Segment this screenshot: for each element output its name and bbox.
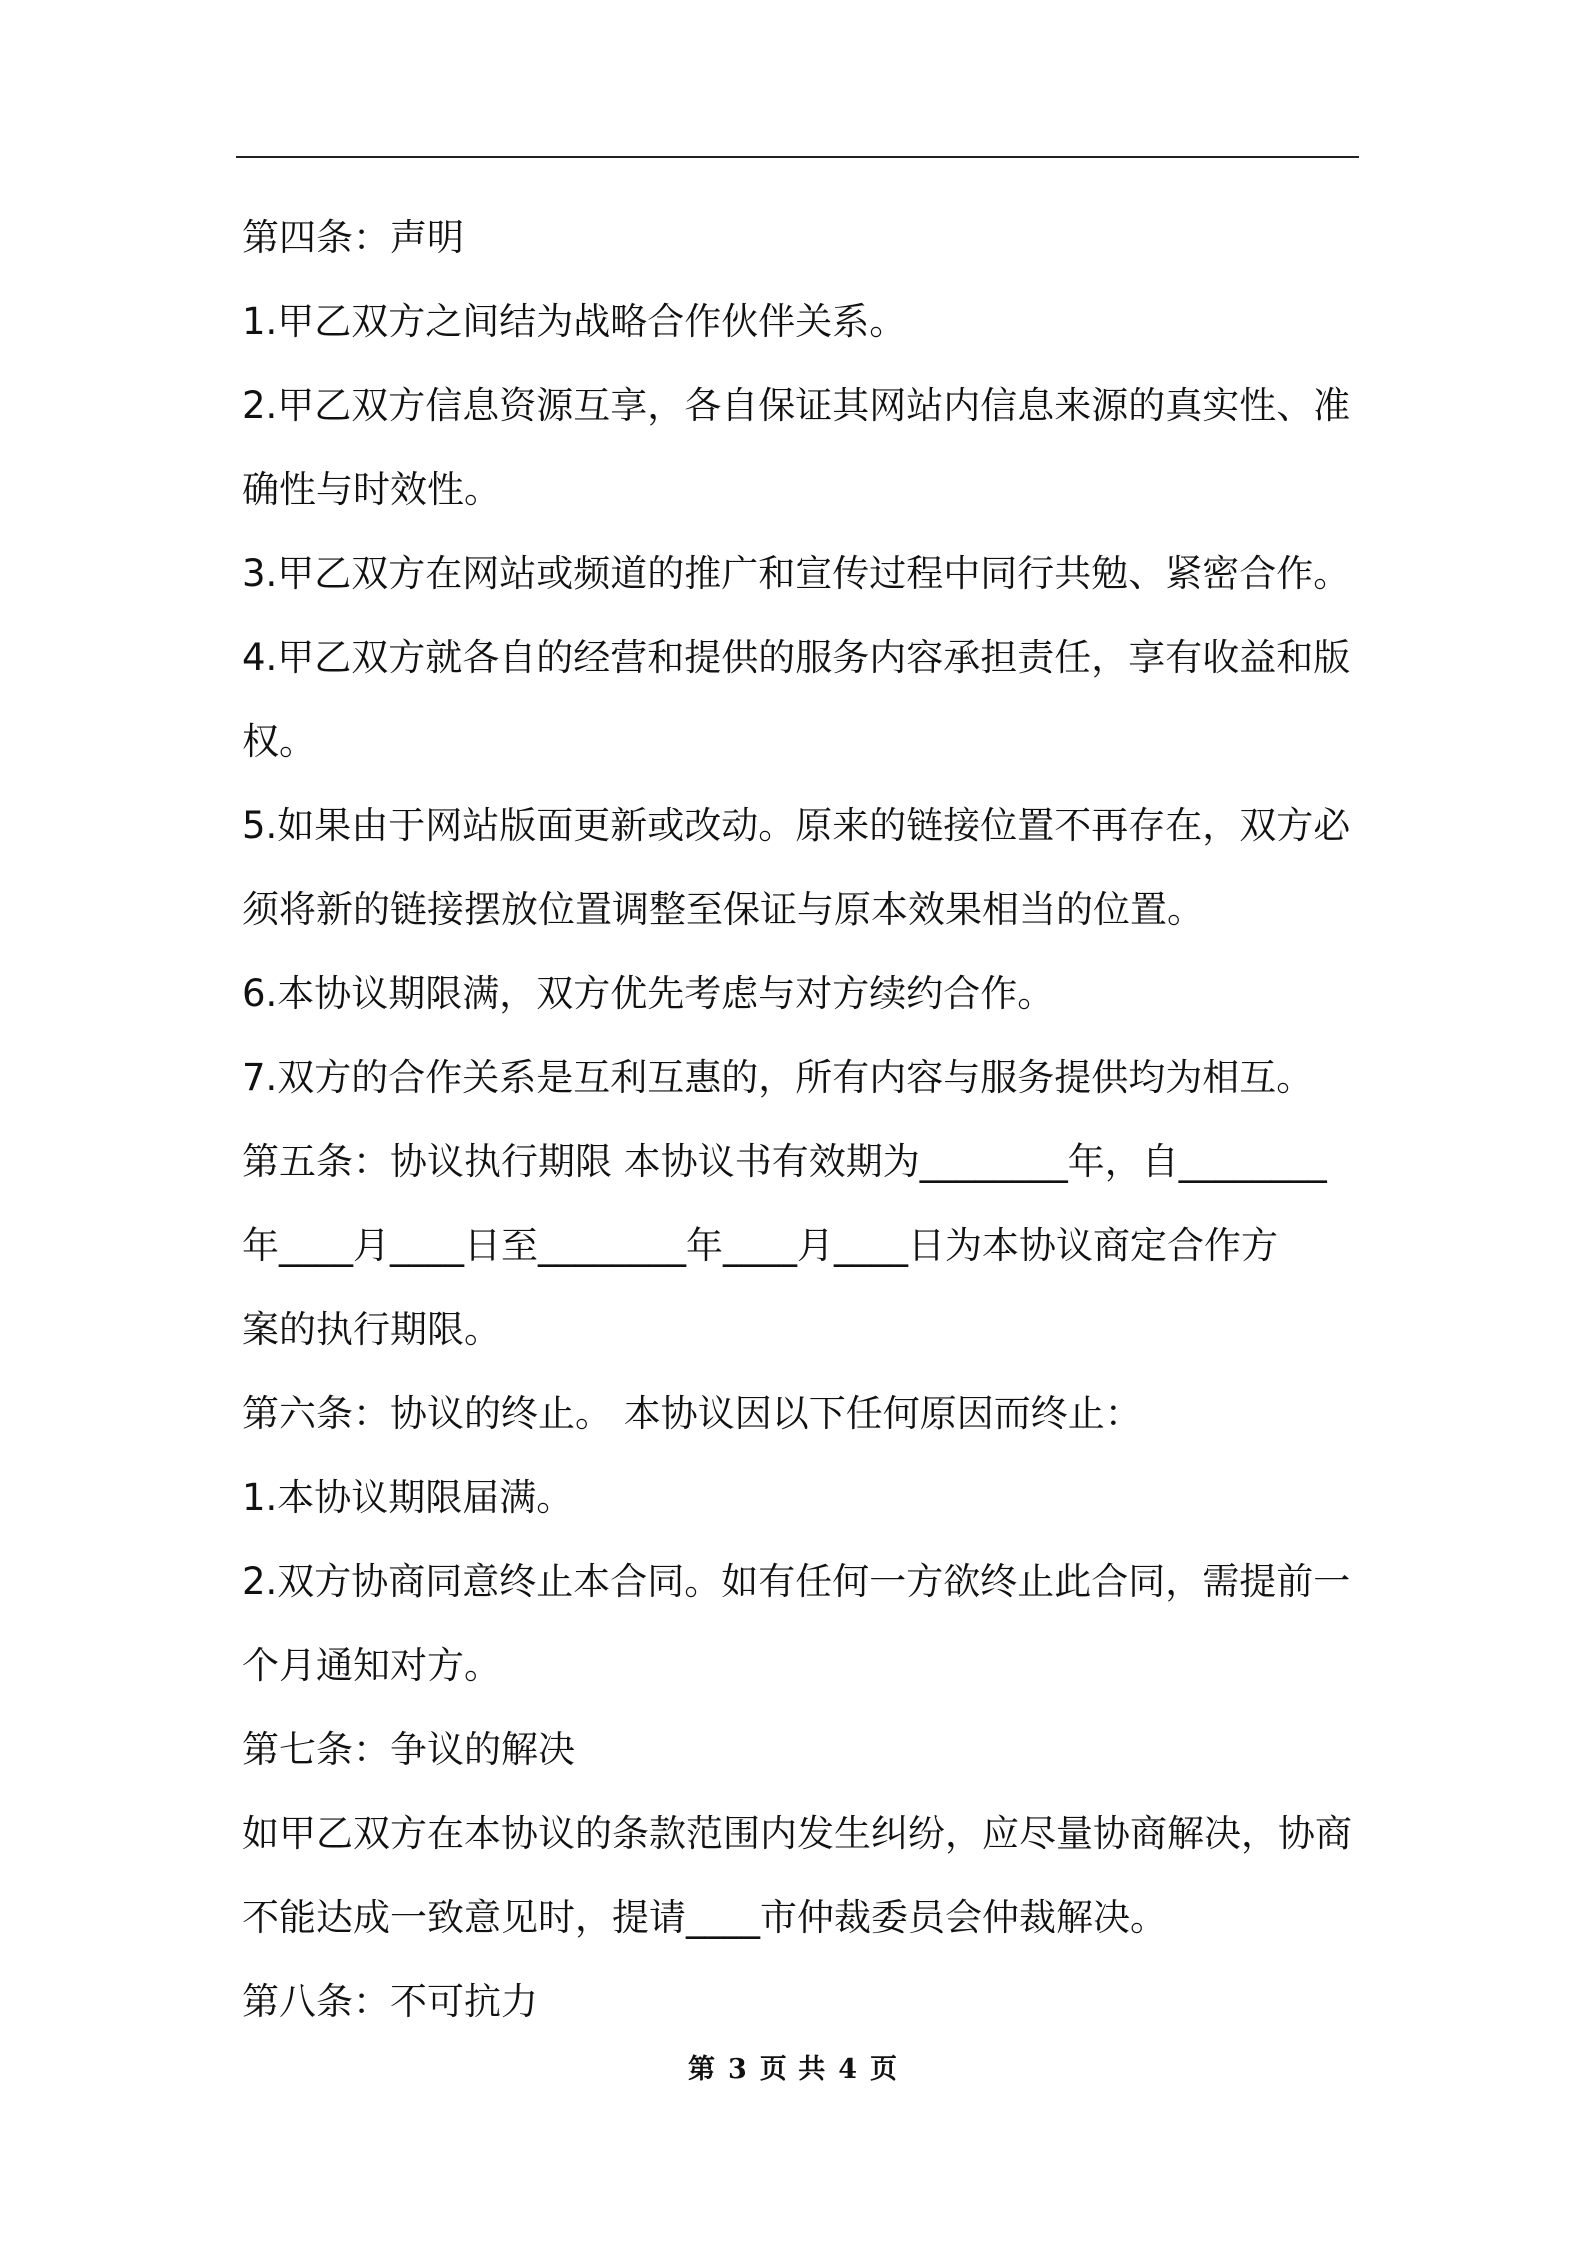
- document-body: [242, 196, 1358, 2044]
- text-line: 确性与时效性。: [242, 468, 501, 511]
- text-line: 2.双方协商同意终止本合同。如有任何一方欲终止此合同，需提前一: [242, 1560, 1351, 1603]
- text-line: 如甲乙双方在本协议的条款范围内发生纠纷，应尽量协商解决，协商: [242, 1812, 1352, 1855]
- section-heading-8: 第八条：不可抗力: [242, 1980, 538, 2023]
- footer-current-page: 3: [728, 2054, 748, 2085]
- text-line: 4.甲乙双方就各自的经营和提供的服务内容承担责任，享有收益和版: [242, 636, 1351, 679]
- text-line: 不能达成一致意见时，提请____市仲裁委员会仲裁解决。: [242, 1896, 1167, 1939]
- section-heading-7: 第七条：争议的解决: [242, 1728, 575, 1771]
- header-rule: [236, 156, 1359, 158]
- page-footer: [0, 2047, 1586, 2086]
- text-line: 权。: [242, 720, 316, 763]
- footer-prefix: 第: [688, 2054, 716, 2085]
- text-line: 年____月____日至________年____月____日为本协议商定合作方: [242, 1224, 1278, 1267]
- text-line: 1.甲乙双方之间结为战略合作伙伴关系。: [242, 300, 907, 343]
- text-line: 须将新的链接摆放位置调整至保证与原本效果相当的位置。: [242, 888, 1204, 931]
- text-line: 1.本协议期限届满。: [242, 1476, 574, 1519]
- text-line: 个月通知对方。: [242, 1644, 501, 1687]
- text-line: 7.双方的合作关系是互利互惠的，所有内容与服务提供均为相互。: [242, 1056, 1314, 1099]
- footer-suffix: 页: [870, 2054, 898, 2085]
- section-heading-5: 第五条：协议执行期限 本协议书有效期为________年，自________: [242, 1140, 1327, 1183]
- footer-total-pages: 4: [838, 2054, 858, 2085]
- text-line: 5.如果由于网站版面更新或改动。原来的链接位置不再存在，双方必: [242, 804, 1351, 847]
- footer-middle: 页 共: [759, 2054, 827, 2085]
- text-line: 6.本协议期限满，双方优先考虑与对方续约合作。: [242, 972, 1055, 1015]
- section-heading-6: 第六条：协议的终止。 本协议因以下任何原因而终止：: [242, 1392, 1142, 1435]
- text-line: 2.甲乙双方信息资源互享，各自保证其网站内信息来源的真实性、准: [242, 384, 1351, 427]
- text-line: 案的执行期限。: [242, 1308, 501, 1351]
- text-line: 3.甲乙双方在网站或频道的推广和宣传过程中同行共勉、紧密合作。: [242, 552, 1351, 595]
- section-heading-4: 第四条：声明: [242, 216, 464, 259]
